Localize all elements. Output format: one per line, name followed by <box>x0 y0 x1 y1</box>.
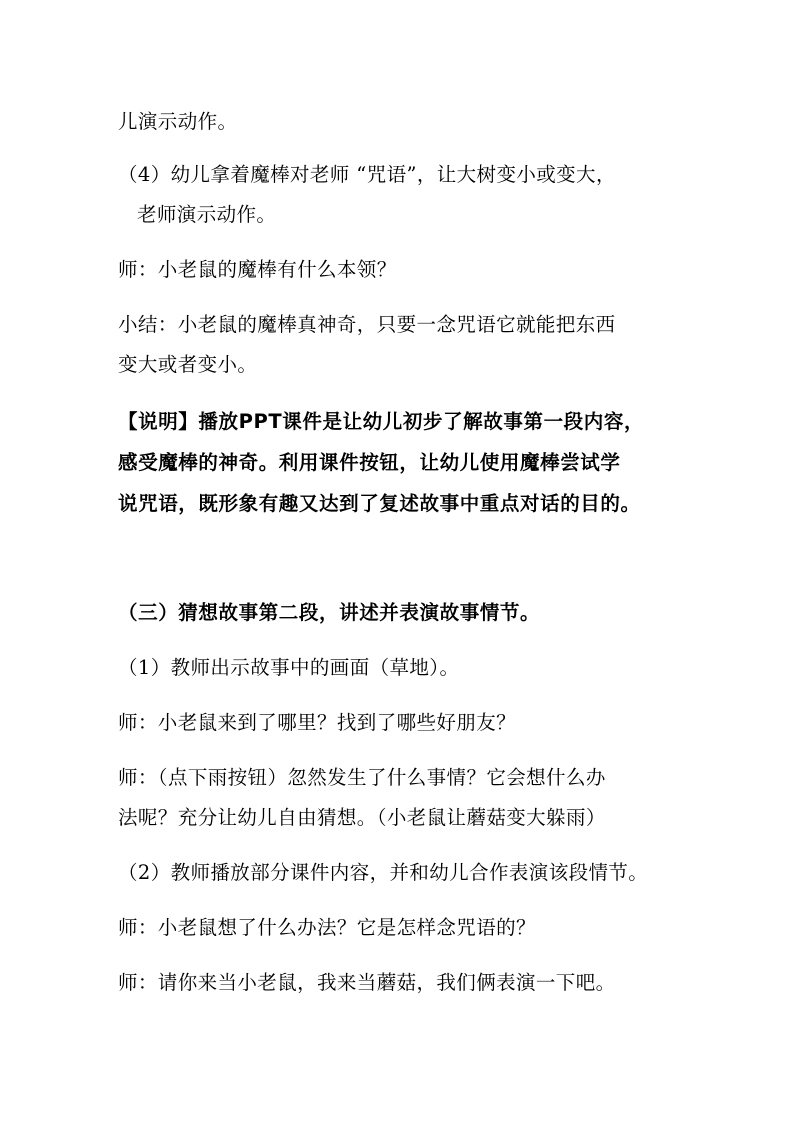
section-heading: （三）猜想故事第二段，讲述并表演故事情节。 <box>118 601 541 624</box>
paragraph-line: 老师演示动作。 <box>137 203 277 226</box>
paragraph-line: 儿演示动作。 <box>118 110 238 133</box>
note-line: 感受魔棒的神奇。利用课件按钮，让幼儿使用魔棒尝试学 <box>118 451 621 474</box>
paragraph-line: 师：小老鼠来到了哪里？找到了哪些好朋友？ <box>118 711 517 734</box>
paragraph-line: 变大或者变小。 <box>118 353 258 376</box>
paragraph-line: 师：小老鼠的魔棒有什么本领？ <box>118 258 397 281</box>
paragraph-line: （1）教师出示故事中的画面（草地）。 <box>118 656 460 679</box>
note-line: 说咒语，既形象有趣又达到了复述故事中重点对话的目的。 <box>118 492 641 515</box>
paragraph-line: 师：（点下雨按钮）忽然发生了什么事情？它会想什么办 <box>118 766 606 789</box>
paragraph-line: 师：小老鼠想了什么办法？它是怎样念咒语的？ <box>118 916 536 939</box>
paragraph-line: （4）幼儿拿着魔棒对老师 “咒语”，让大树变小或变大， <box>118 163 616 186</box>
note-line: 【说明】播放PPT课件是让幼儿初步了解故事第一段内容， <box>118 410 645 433</box>
paragraph-line: （2）教师播放部分课件内容，并和幼儿合作表演该段情节。 <box>118 861 649 884</box>
paragraph-line: 法呢？充分让幼儿自由猜想。（小老鼠让蘑菇变大躲雨） <box>118 806 606 829</box>
paragraph-line: 师：请你来当小老鼠，我来当蘑菇，我们俩表演一下吧。 <box>118 971 616 994</box>
paragraph-line: 小结：小老鼠的魔棒真神奇，只要一念咒语它就能把东西 <box>118 313 616 336</box>
